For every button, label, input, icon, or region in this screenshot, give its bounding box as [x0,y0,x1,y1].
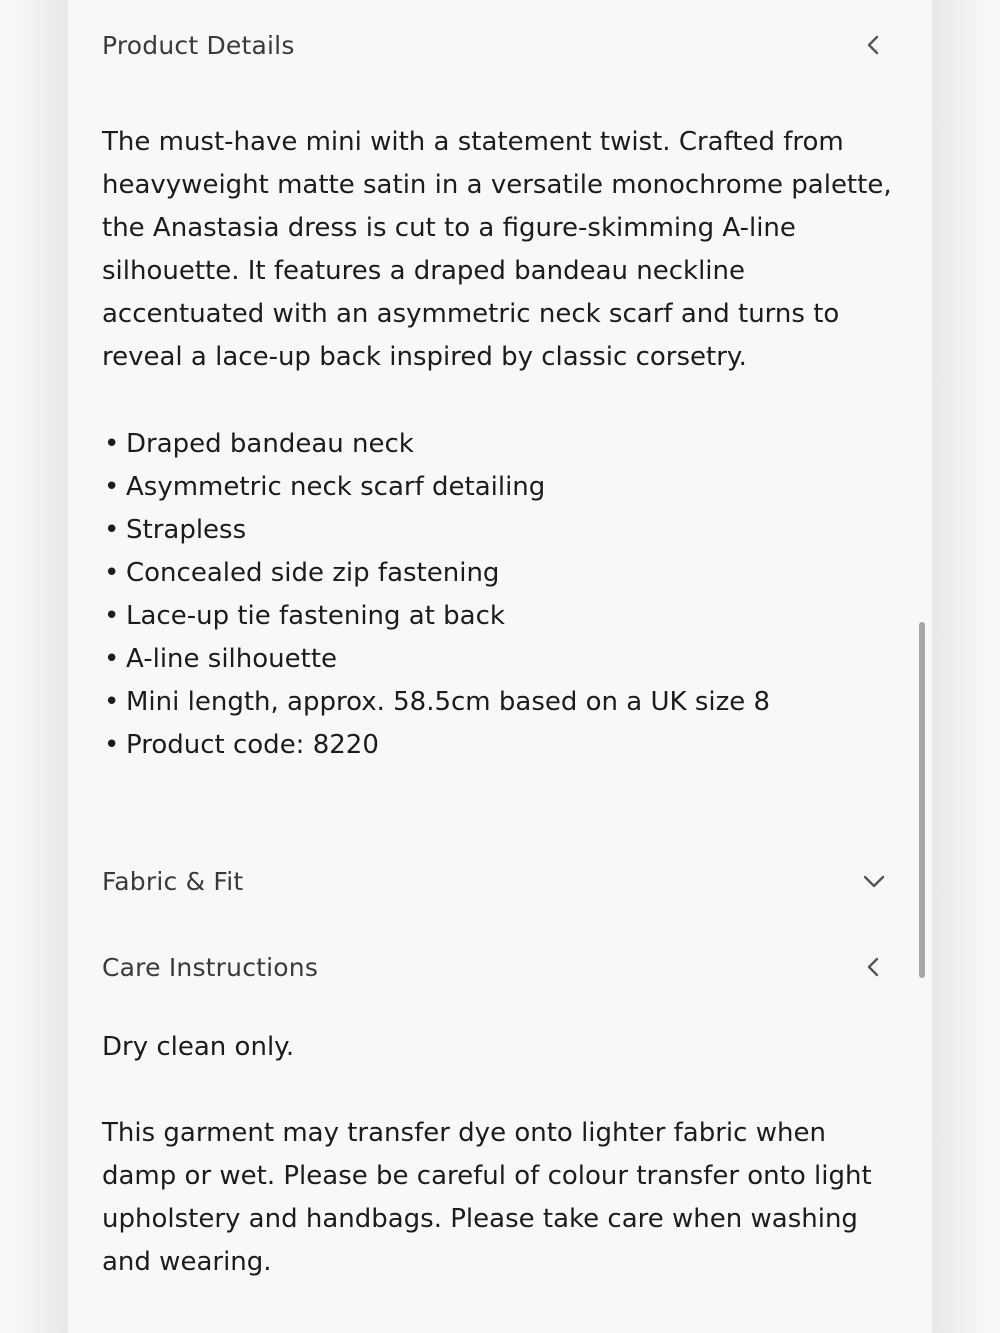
left-backdrop [0,0,68,1333]
care-instructions-title: Care Instructions [102,952,319,982]
product-features-list [102,423,902,767]
fabric-fit-header[interactable] [102,856,902,906]
list-item: • Strapless [102,509,902,552]
description-line: The must-have mini with a statement twist. Crafted from [102,127,844,157]
care-summary: Dry clean only. [102,1032,295,1062]
care-note-line: damp or wet. Please be careful of colour transfer onto light [102,1161,872,1191]
product-info-panel [68,0,932,1333]
list-item: • Concealed side zip fastening [102,552,902,595]
product-details-header[interactable] [102,20,902,70]
list-item: • Draped bandeau neck [102,423,902,466]
chevron-left-icon[interactable] [862,33,886,57]
list-item: • Mini length, approx. 58.5cm based on a UK size 8 [102,681,902,724]
care-note-line: and wearing. [102,1247,272,1277]
description-line: reveal a lace-up back inspired by classic corsetry. [102,342,747,372]
description-line: accentuated with an asymmetric neck scarf and turns to [102,299,840,329]
chevron-down-icon[interactable] [862,869,886,893]
care-note-line: upholstery and handbags. Please take care when washing [102,1204,858,1234]
description-line: heavyweight matte satin in a versatile monochrome palette, [102,170,892,200]
fabric-fit-title: Fabric & Fit [102,866,244,896]
care-note-line: This garment may transfer dye onto lighter fabric when [102,1118,826,1148]
product-details-title: Product Details [102,30,295,60]
list-item: • Asymmetric neck scarf detailing [102,466,902,509]
right-backdrop [932,0,1000,1333]
care-note [102,1112,902,1284]
list-item: • A-line silhouette [102,638,902,681]
product-description [102,121,902,379]
chevron-left-icon[interactable] [862,955,886,979]
care-instructions-header[interactable] [102,942,902,992]
description-line: silhouette. It features a draped bandeau neckline [102,256,746,286]
list-item: • Lace-up tie fastening at back [102,595,902,638]
description-line: the Anastasia dress is cut to a figure-skimming A-line [102,213,796,243]
list-item: • Product code: 8220 [102,724,902,767]
scrollbar-thumb[interactable] [919,622,925,978]
